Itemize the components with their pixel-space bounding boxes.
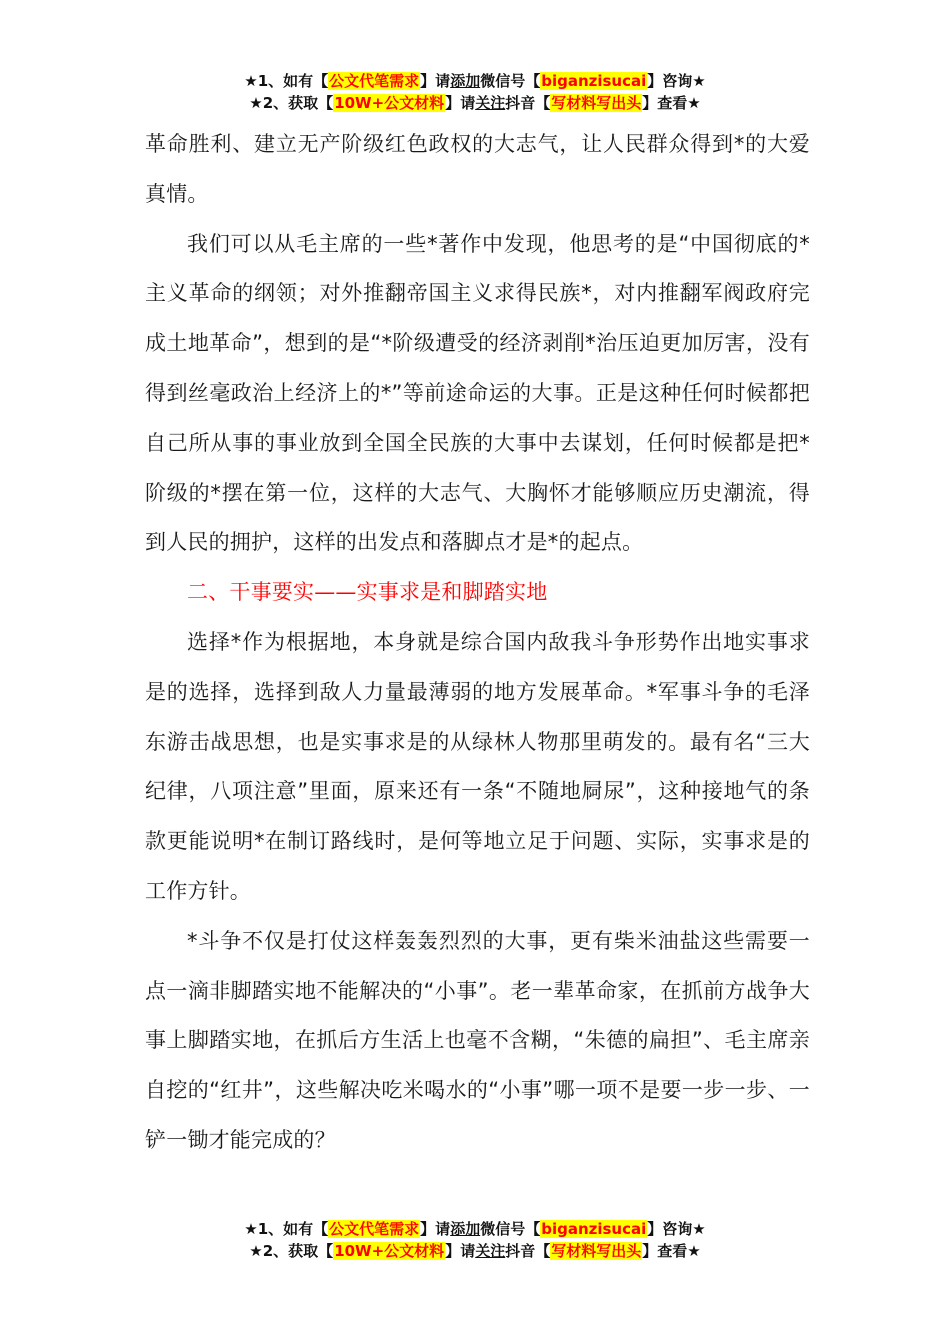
promo-text: ★1、如有【 (244, 72, 329, 90)
promo-line-1 (0, 1218, 950, 1240)
promo-highlight-douyin-id: 写材料写出头 (551, 1242, 642, 1260)
paragraph: 选择*作为根据地，本身就是综合国内敌我斗争形势作出地实事求是的选择，选择到敌人力量最薄弱的地方发展革命。*军事斗争的毛泽东游击战思想，也是实事求是的从绿林人物那里萌发的。最有名“三大纪律，八项注意”里面，原来还有一条“不随地屙尿”，这种接地气的条款更能说明*在制订路线时，是何等地立足于问题、实际，实事求是的工作方针。 (145, 629, 810, 903)
promo-text: 】查看★ (642, 1242, 701, 1260)
promo-text: 】咨询★ (647, 1220, 706, 1238)
promo-text: 微信号【 (480, 1220, 541, 1238)
promo-underline: 关注 (475, 1242, 506, 1260)
promo-text: 抖音【 (505, 1242, 551, 1260)
paragraph: 我们可以从毛主席的一些*著作中发现，他思考的是“中国彻底的*主义革命的纲领；对外推翻帝国主义求得民族*，对内推翻军阀政府完成土地革命”，想到的是“*阶级遭受的经济剥削*治压迫更加厉害，没有得到丝毫政治上经济上的*”等前途命运的大事。正是这种任何时候都把自己所从事的事业放到全国全民族的大事中去谋划，任何时候都是把*阶级的*摆在第一位，这样的大志气、大胸怀才能够顺应历史潮流，得到人民的拥护，这样的出发点和落脚点才是*的起点。 (145, 231, 810, 555)
promo-text: 】咨询★ (647, 72, 706, 90)
promo-highlight: 10W+公文材料 (334, 1242, 445, 1260)
promo-line-1 (0, 70, 950, 92)
promo-banner-top (0, 70, 950, 114)
promo-highlight-douyin-id: 写材料写出头 (551, 94, 642, 112)
promo-banner-bottom (0, 1218, 950, 1262)
promo-text: ★1、如有【 (244, 1220, 329, 1238)
promo-underline: 添加 (450, 72, 481, 90)
promo-text: ★2、获取【 (249, 1242, 334, 1260)
promo-line-2 (0, 92, 950, 114)
promo-highlight-wechat-id: biganzisucai (541, 72, 647, 90)
promo-text: 】查看★ (642, 94, 701, 112)
promo-text: 抖音【 (505, 94, 551, 112)
section-heading: 二、干事要实——实事求是和脚踏实地 (187, 580, 548, 605)
promo-underline: 添加 (450, 1220, 481, 1238)
paragraph: *斗争不仅是打仗这样轰轰烈烈的大事，更有柴米油盐这些需要一点一滴非脚踏实地不能解决的“小事”。老一辈革命家，在抓前方战争大事上脚踏实地，在抓后方生活上也毫不含糊，“朱德的扁担”、毛主席亲自挖的“红井”，这些解决吃米喝水的“小事”哪一项不是要一步一步、一铲一锄才能完成的？ (145, 928, 810, 1152)
paragraph-continued: 革命胜利、建立无产阶级红色政权的大志气，让人民群众得到*的大爱真情。 (145, 132, 810, 206)
promo-highlight: 公文代笔需求 (329, 1220, 420, 1238)
promo-line-2 (0, 1240, 950, 1262)
promo-highlight: 10W+公文材料 (334, 94, 445, 112)
promo-text: 微信号【 (480, 72, 541, 90)
promo-highlight-wechat-id: biganzisucai (541, 1220, 647, 1238)
promo-highlight: 公文代笔需求 (329, 72, 420, 90)
promo-text: 】请 (420, 1220, 451, 1238)
promo-text: 】请 (420, 72, 451, 90)
document-body (145, 120, 810, 1166)
promo-text: ★2、获取【 (249, 94, 334, 112)
promo-text: 】请 (445, 94, 476, 112)
promo-underline: 关注 (475, 94, 506, 112)
promo-text: 】请 (445, 1242, 476, 1260)
